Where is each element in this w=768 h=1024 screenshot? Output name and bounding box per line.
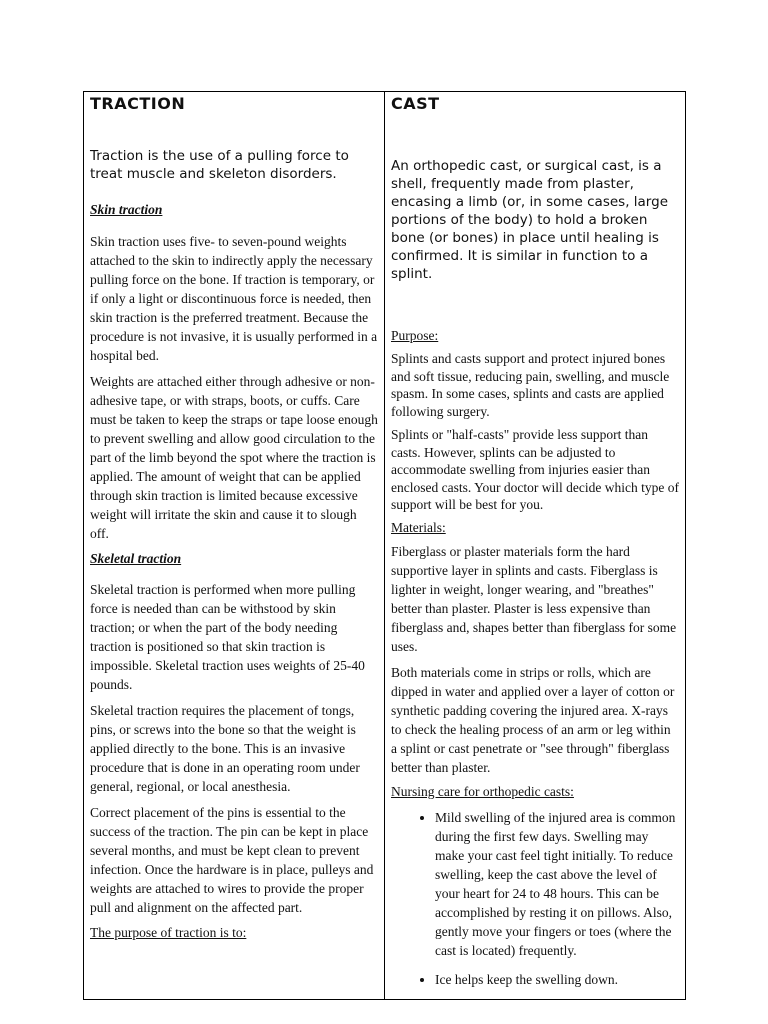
list-item: • Mild swelling of the injured area is common during the first few days. Swelling may make your cast feel tight initially. To reduce swelling, keep the cast above the level of your heart for 24 to 48 hours. This can be accomplished by resting it on pillows. Also, gently move your fingers or toes (where the cast is located) frequently. — [435, 808, 679, 960]
comparison-table — [83, 91, 686, 1000]
traction-purpose-heading: The purpose of traction is to: — [90, 925, 247, 940]
cast-heading: CAST — [391, 94, 440, 113]
skeletal-traction-paragraph-1: Skeletal traction is performed when more pulling force is needed than can be withstood by skin traction; or when the part of the body needing traction is positioned so that skin traction is impossible. Skeletal traction uses weights of 25-40 pounds. — [90, 582, 365, 692]
cast-intro: An orthopedic cast, or surgical cast, is a shell, frequently made from plaster, encasing a limb (or, in some cases, large portions of the body) to hold a broken bone (or bones) in place until healing is confirmed. It is similar in function to a splint. — [391, 158, 668, 282]
cast-nursing-heading: Nursing care for orthopedic casts: — [391, 783, 574, 799]
cast-materials-paragraph-2: Both materials come in strips or rolls, which are dipped in water and applied over a layer of cotton or synthetic padding covering the injured area. X-rays to check the healing process of an arm or leg within a splint or cast penetrate or "see through" fiberglass better than plaster. — [391, 664, 675, 775]
cast-purpose-paragraph-2: Splints or "half-casts" provide less support than casts. However, splints can be adjusted to accommodate swelling from injuries easier than enclosed casts. Your doctor will decide which type of support will be best for you. — [391, 427, 679, 512]
cast-purpose-paragraph-1: Splints and casts support and protect injured bones and soft tissue, reducing pain, swelling, and muscle spasm. In some cases, splints and casts are applied following surgery. — [391, 351, 670, 419]
skin-traction-paragraph-2: Weights are attached either through adhesive or non-adhesive tape, or with straps, boots, or cuffs. Care must be taken to keep the straps or tape loose enough to prevent swelling and allow good circulation to the part of the limb beyond the spot where the traction is applied. The amount of weight that can be applied through skin traction is limited because excessive weight will irritate the skin and cause it to slough off. — [90, 374, 378, 541]
traction-column — [84, 92, 385, 1000]
nursing-care-list — [391, 808, 679, 989]
skin-traction-paragraph-1: Skin traction uses five- to seven-pound weights attached to the skin to indirectly apply the necessary pulling force on the bone. If traction is temporary, or if only a light or discontinuous force is needed, then skin traction is the preferred treatment. Because the procedure is not invasive, it is usually performed in a hospital bed. — [90, 234, 378, 363]
skeletal-traction-paragraph-3: Correct placement of the pins is essential to the success of the traction. The pin can be kept in place several months, and must be kept clean to prevent infection. Once the hardware is in place, pulleys and weights are attached to wires to provide the proper pull and alignment on the affected part. — [90, 805, 374, 915]
skeletal-traction-heading: Skeletal traction — [90, 551, 182, 566]
cast-column — [385, 92, 686, 1000]
cast-materials-heading: Materials: — [391, 519, 446, 535]
skeletal-traction-paragraph-2: Skeletal traction requires the placement of tongs, pins, or screws into the bone so that the weight is applied directly to the bone. This is an invasive procedure that is done in an operating room under general, regional, or local anesthesia. — [90, 703, 360, 794]
cast-materials-paragraph-1: Fiberglass or plaster materials form the hard supportive layer in splints and casts. Fiberglass is lighter in weight, longer wearing, and "breathes" better than plaster. Plaster is less expensive than fiberglass and, shapes better than fiberglass for some uses. — [391, 543, 677, 654]
cast-purpose-heading: Purpose: — [391, 328, 439, 343]
skin-traction-heading: Skin traction — [90, 202, 163, 217]
traction-heading: TRACTION — [90, 94, 186, 113]
list-item: • Ice helps keep the swelling down. — [435, 970, 679, 989]
traction-intro: Traction is the use of a pulling force to treat muscle and skeleton disorders. — [90, 148, 349, 182]
